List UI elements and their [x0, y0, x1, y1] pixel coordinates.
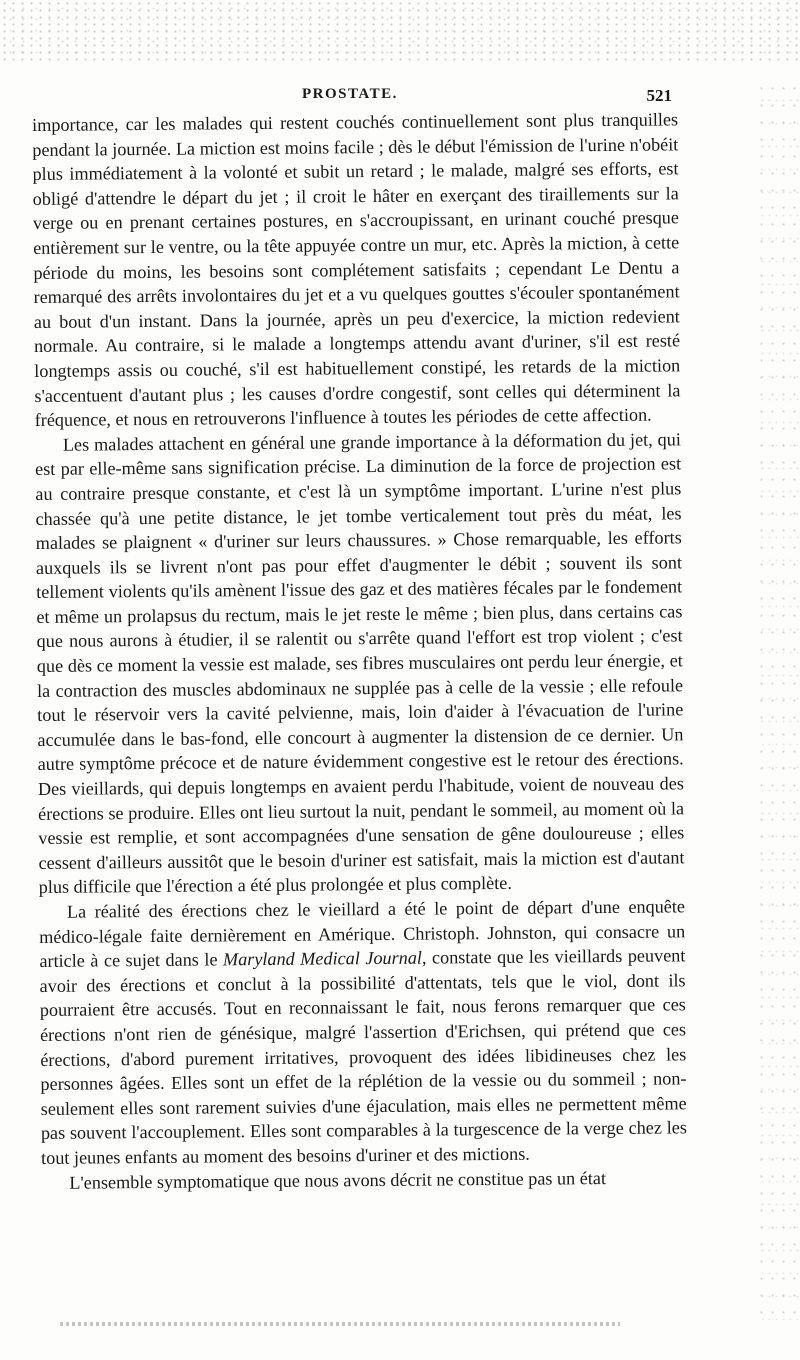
page-header — [32, 86, 672, 110]
paragraph-4: L'ensemble symptomatique que nous avons décrit ne constitue pas un état — [69, 1167, 607, 1193]
paragraph-3-part-2: , constate que les vieillards peuvent avoir des érections et conclut à la possibilité d'attentats, tels que le viol, dont ils pourraient être accusés. Tout en reconnaissant le fait, nous ferons remarquer que ces érections n'ont rien de génésique, malgré l'assertion d'Erichsen, qui prétend que ces érections, d'abord purement irritatives, provoquent des idées libidineuses chez les personnes âgées. Elles sont un effet de la réplétion de la vessie ou du sommeil ; non-seulement elles sont rarement suivies d'une éjaculation, mais elles ne permettent même pas souvent l'accouplement. Elles sont comparables à la turgescence de la verge chez les tout jeunes enfants au moment des besoins d'uriner et des mictions. — [39, 945, 687, 1168]
running-title: PROSTATE. — [302, 86, 398, 102]
scan-noise-right — [756, 80, 800, 1320]
body-text — [32, 107, 687, 1195]
paragraph-3-part-1: La réalité des érections chez le vieillard a été le point de départ d'une enquête médico-légale faite dernièrement en Amérique. Christoph. Johnston, qui consacre un article à ce sujet dans le — [39, 896, 686, 972]
paragraph-3 — [39, 894, 687, 1170]
page-number: 521 — [646, 86, 672, 105]
scan-noise-top — [0, 0, 800, 62]
paragraph-2: Les malades attachent en général une grande importance à la déformation du jet, qui est par elle-même sans signification précise. La diminution de la force de projection est au contraire presque constante, et c'est là un symptôme important. L'urine n'est plus chassée qu'à une petite distance, le jet tombe verticalement tout près du méat, les malades se plaignent « d'uriner sur leurs chaussures. » Chose remarquable, les efforts auxquels ils se livrent n'ont pas pour effet d'augmenter le débit ; souvent ils sont tellement violents qu'ils amènent l'issue des gaz et des matières fécales par le fondement et même un prolapsus du rectum, mais le jet reste le même ; bien plus, dans certains cas que nous aurons à étudier, il se ralentit ou s'arrête quand l'effort est trop violent ; c'est que dès ce moment la vessie est malade, ses fibres musculaires ont perdu leur énergie, et la contraction des muscles abdominaux ne supplée pas à celle de la vessie ; elle refoule tout le réservoir vers la cavité pelvienne, mais, loin d'aider à l'évacuation de l'urine accumulée dans le bas-fond, elle concourt à augmenter la distension de ce dernier. Un autre symptôme précoce et de nature évidemment congestive est le retour des érections. Des vieillards, qui depuis longtemps en avaient perdu l'habitude, voient de nouveau des érections se produire. Elles ont lieu surtout la nuit, pendant le sommeil, au moment où la vessie est remplie, et sont accompagnées d'une sensation de gêne douloureuse ; elles cessent d'ailleurs aussitôt que le besoin d'uriner est satisfait, mais la miction est d'autant plus difficile que l'érection a été plus prolongée et plus complète. — [35, 429, 685, 898]
paragraph-1: importance, car les malades qui restent couchés continuellement sont plus tranquilles pendant la journée. La miction est moins facile ; dès le début l'émission de l'urine n'obéit plus immédiatement à la volonté et subit un retard ; le malade, malgré ses efforts, est obligé d'attendre le départ du jet ; il croit le hâter en exerçant des tiraillements sur la verge ou en prenant certaines postures, en s'accroupissant, en urinant couché presque entièrement sur le ventre, ou la tête appuyée contre un mur, etc. Après la miction, à cette période du moins, les besoins sont complétement satisfaits ; cependant Le Dentu a remarqué des arrêts involontaires du jet et a vu quelques gouttes s'écouler spontanément au bout d'un instant. Dans la journée, après un peu d'exercice, la miction redevient normale. Au contraire, si le malade a longtemps attendu avant d'uriner, s'il est resté longtemps assis ou couché, s'il est habituellement constipé, les retards de la miction s'accentuent d'autant plus ; les causes d'ordre congestif, sont celles qui déterminent la fréquence, et nous en retrouverons l'influence à toutes les périodes de cette affection. — [32, 109, 681, 431]
scan-noise-bottom — [60, 1322, 620, 1326]
journal-title: Maryland Medical Journal — [222, 947, 423, 970]
